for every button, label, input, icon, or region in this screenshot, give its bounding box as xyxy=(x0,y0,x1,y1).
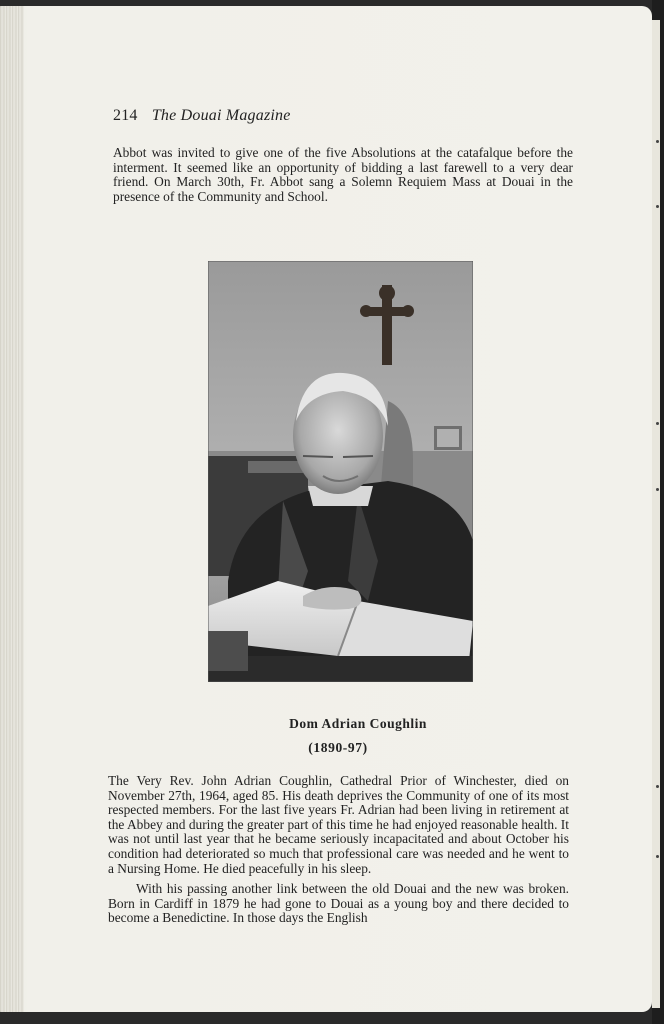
intro-paragraph: Abbot was invited to give one of the five Absolutions at the catafalque before the interment. It seemed like an opportunity of bidding a last farewell to a very dear friend. On March 30th, Fr. Abbot sang a Solemn Requiem Mass at Douai in the presence of the Community and School. xyxy=(113,145,573,204)
portrait-photo xyxy=(208,261,473,682)
photo-caption-dates: (1890-97) xyxy=(308,740,368,755)
page-mark xyxy=(656,488,659,491)
photo-caption-name: Dom Adrian Coughlin xyxy=(289,716,427,731)
page-mark xyxy=(656,855,659,858)
magazine-title: The Douai Magazine xyxy=(151,107,291,124)
page-mark xyxy=(656,422,659,425)
page-number: 214 xyxy=(113,107,138,124)
page-mark xyxy=(656,140,659,143)
obituary-paragraph: The Very Rev. John Adrian Coughlin, Cathedral Prior of Winchester, died on November 27th, 1964, aged 85. His death deprives the Community of one of its most respected members. For the last five years Fr. Adrian had been living in retirement at the Abbey and during the greater part of this time he had enjoyed reasonable health. It was not until last year that he became seriously incapacitated and about October his condition had deteriorated so much that professional care was needed and he went to a Nursing Home. He died peacefully in his sleep. xyxy=(108,773,569,876)
page-mark xyxy=(656,785,659,788)
running-header xyxy=(113,107,291,125)
page-edge-stack xyxy=(0,6,24,1012)
facing-page-edge xyxy=(652,20,660,1008)
obituary-paragraph-continued: With his passing another link between the old Douai and the new was broken. Born in Cardiff in 1879 he had gone to Douai as a young boy and there decided to become a Benedictine. In those days the English xyxy=(108,881,569,926)
page-mark xyxy=(656,205,659,208)
